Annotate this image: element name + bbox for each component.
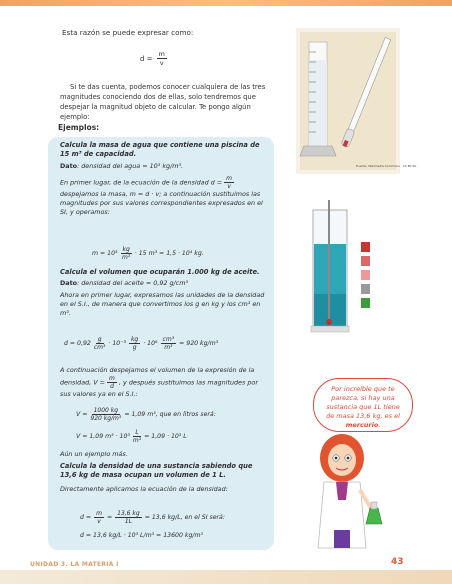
formula-fraction xyxy=(157,50,167,67)
example1-eq-fraction xyxy=(121,246,132,261)
example2-v2-lhs: V = 1,09 m³ · 10³ xyxy=(76,433,130,440)
bubble-text: Por increíble que te parezca, si hay una sustancia que 1L tiene de masa 13,6 kg, es el xyxy=(326,385,400,420)
example2-v1-num: 1000 kg xyxy=(93,407,119,414)
example1-title: Calcula la masa de agua que contiene una piscina de 15 m³ de capacidad. xyxy=(60,141,260,159)
example3-eq1-lhs: d = xyxy=(80,514,92,521)
formula-lhs: d = xyxy=(140,54,153,63)
example1-equation xyxy=(92,246,204,261)
example2-volume-eq2 xyxy=(76,429,187,444)
example3-title: Calcula la densidad de una sustancia sabiendo que 13,6 kg de masa ocupan un volumen de 1 L. xyxy=(60,462,253,480)
intro-paragraph-text: Si te das cuenta, podemos conocer cualquiera de las tres magnitudes conociendo dos de ellas, solo tendremos que despejar la magnitud objeto de calcular. Te pongo algún ejemplo: xyxy=(60,83,266,121)
example3-f2 xyxy=(115,510,142,525)
example3-eq1-rhs: = 13,6 kg/L, en el SI será: xyxy=(144,514,225,521)
example2-title: Calcula el volumen que ocuparán 1.000 kg de aceite. xyxy=(60,268,260,276)
example2-text1: Ahora en primer lugar, expresamos las unidades de la densidad en el S.I., de manera que convertimos los g en kg y los cm³ en m³. xyxy=(60,290,265,318)
example2-text2a: A continuación despejamos el volumen de la expresión de la densidad, V = xyxy=(60,366,255,387)
example3-f2-den: 1L xyxy=(124,518,132,525)
example3-equation2: d = 13,6 kg/L · 10³ L/m³ = 13600 kg/m³ xyxy=(80,532,203,539)
page-number: 43 xyxy=(391,557,404,567)
top-color-bar xyxy=(0,0,452,6)
example1-dato-label: Dato xyxy=(60,161,78,170)
example2-v1-den: 920 kg/m³ xyxy=(90,415,122,422)
example1-text2: despejamos la masa, m = d · v; a continuación sustituimos las magnitudes por sus valores correspondientes expresados en el SI, y operamos: xyxy=(60,189,263,217)
example2-v1-rhs: = 1,09 m³, que en litros será: xyxy=(124,411,216,418)
example2-f1-num: g xyxy=(97,336,102,343)
example2-f2 xyxy=(129,336,140,351)
hydrometer-cylinder-image xyxy=(296,28,417,174)
example2-f1-den: cm³ xyxy=(93,344,106,351)
example3-f1-num: m xyxy=(96,510,102,517)
example2-inline-den: d xyxy=(110,383,114,391)
bottom-color-bar xyxy=(0,570,452,584)
example3-f2-num: 13,6 kg xyxy=(117,510,140,517)
image-caption: Fuente: Wikimedia Commons · CC BY-SA xyxy=(356,164,417,168)
beaker-liquid-image xyxy=(303,190,391,340)
footer-unit-label: UNIDAD 3. LA MATERIA I xyxy=(30,561,119,568)
example3-block xyxy=(60,462,266,494)
density-formula xyxy=(140,50,167,67)
example2-inline-fraction xyxy=(107,375,117,390)
ejemplos-heading: Ejemplos: xyxy=(58,123,100,132)
example2-eq-rhs: = 920 kg/m³ xyxy=(179,340,219,347)
example2-volume-eq1 xyxy=(76,407,216,422)
example2-f3 xyxy=(161,336,177,351)
example1-text1: En primer lugar, de la ecuación de la densidad d = xyxy=(60,178,223,187)
bubble-bold: mercurio xyxy=(345,421,379,429)
example2-v2-num: L xyxy=(135,429,139,436)
example3-f1-den: v xyxy=(97,518,101,525)
intro-text: Esta razón se puede expresar como: xyxy=(62,28,194,37)
example1-inline-fraction xyxy=(224,175,234,190)
example1-eq-lhs: m = 10³ xyxy=(92,250,118,257)
formula-numerator: m xyxy=(158,50,165,58)
example1-eq-rhs: · 15 m³ = 1,5 · 10⁴ kg. xyxy=(134,250,204,257)
example2-f3-den: m³ xyxy=(164,344,173,351)
example2-text2b: , y después sustituimos las magnitudes por sus valores ya en el S.I.: xyxy=(60,378,258,399)
example2-block xyxy=(60,268,266,318)
example2-f2-mid: · 10⁻³ xyxy=(108,340,126,347)
example2-dato-label: Dato xyxy=(60,279,78,288)
example2-inline-num: m xyxy=(109,375,115,383)
intro-line xyxy=(62,28,272,42)
example3-equation1 xyxy=(80,510,225,525)
example2-block-b xyxy=(60,366,266,400)
example3-text1: Directamente aplicamos la ecuación de la densidad: xyxy=(60,484,228,493)
example2-v1-fraction xyxy=(90,407,121,422)
example1-eq-den: m³ xyxy=(122,254,131,261)
example2-f3-num: cm³ xyxy=(162,336,175,343)
example1-block xyxy=(60,141,266,218)
example1-inline-num: m xyxy=(226,174,233,182)
speech-bubble xyxy=(313,378,413,432)
example2-v1-lhs: V = xyxy=(76,411,88,418)
example2-v2-rhs: = 1,09 · 10³ L xyxy=(144,433,187,440)
example2-f2-num: kg xyxy=(130,336,139,343)
example2-f2-den: g xyxy=(132,344,137,351)
intro-paragraph xyxy=(60,82,274,122)
example2-f1 xyxy=(94,336,106,351)
example3-f1 xyxy=(94,510,104,525)
example1-inline-den: v xyxy=(227,182,231,190)
example2-f3-mid: · 10⁶ xyxy=(143,340,158,347)
example1-dato-text: : densidad del agua = 10³ kg/m³. xyxy=(77,161,184,170)
example2-v2-den: m³ xyxy=(132,437,142,444)
example2-eq-lhs: d = 0,92 xyxy=(64,340,91,347)
example1-eq-num: kg xyxy=(122,246,130,253)
bubble-end: . xyxy=(378,421,381,429)
example2-text3: Aún un ejemplo más. xyxy=(60,450,128,458)
example3-equals: = xyxy=(106,514,113,521)
scientist-girl-illustration xyxy=(300,430,390,552)
example2-equation xyxy=(64,336,218,351)
example2-dato-text: : densidad del aceite = 0,92 g/cm³ xyxy=(77,279,189,288)
example2-v2-fraction xyxy=(133,429,141,444)
formula-denominator: v xyxy=(159,59,164,67)
